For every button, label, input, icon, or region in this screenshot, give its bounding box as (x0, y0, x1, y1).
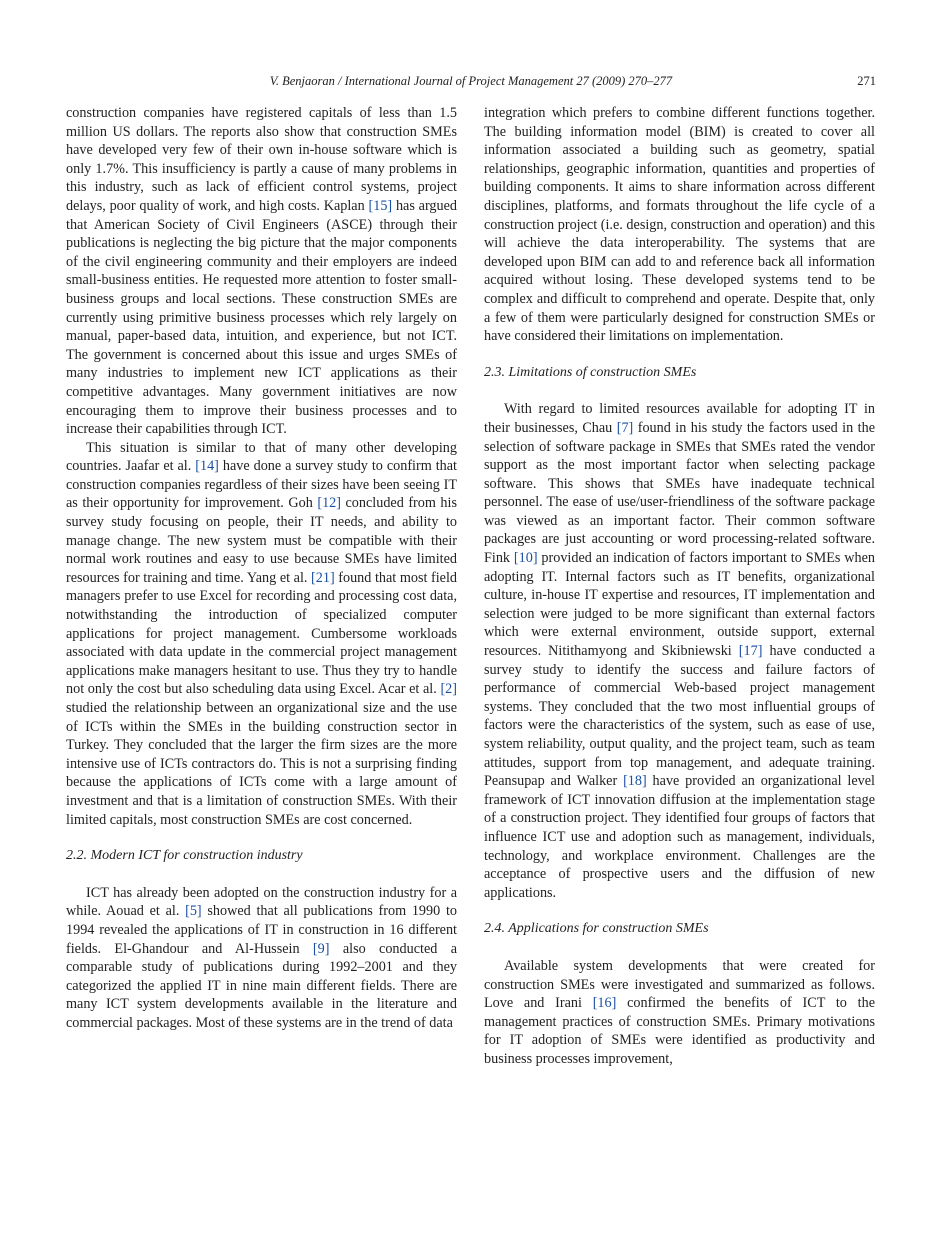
paragraph (484, 400, 875, 902)
running-header (66, 74, 876, 94)
right-column (484, 104, 875, 1069)
citation-link[interactable]: [2] (440, 681, 457, 698)
paragraph (484, 957, 875, 1069)
paragraph-text: showed that all publications from 1990 to 1994 revealed the applications of IT in construction in 16 different fields. El-Ghandour and Al-Hussein (66, 903, 457, 957)
paragraph-text: concluded from his survey study focusing on people, their IT needs, and ability to manage change. The new system must be compatible with their normal work routines and easy to use because SMEs have limited resources for training and time. Yang et al. (66, 495, 457, 586)
paragraph-text: confirmed the benefits of ICT to the management practices of construction SMEs. Primary motivations for IT adoption of SMEs were identified as productivity and business processes improvement, (484, 995, 875, 1067)
paragraph-text: also conducted a comparable study of publications during 1992–2001 and they categorized the applied IT in nine main different fields. There are many ICT system developments available in the literature and commercial packages. Most of these systems are in the trend of data (66, 940, 458, 1031)
paragraph-text: has argued that American Society of Civil Engineers (ASCE) through their publications is neglecting the big picture that the major components of the civil engineering community and their employers are indeed small-business entities. He requested more attention to foster small-business groups and local sections. These construction SMEs are currently using primitive business processes which rely largely on manual, paper-based data, intuition, and experience, but not ICT. The government is concerned about this issue and urges SMEs of many industries to implement new ICT applications as their competitive advantages. Many government initiatives are now encouraging them to improve their business processes and to increase their capabilities through ICT. (66, 197, 457, 438)
running-title: V. Benjaoran / International Journal of Project Management 27 (2009) 270–277 (269, 74, 673, 88)
paragraph-text: construction companies have registered capitals of less than 1.5 million US dollars. The reports also show that construction SMEs have developed very few of their own in-house software which is only 1.7%. This insufficiency is partly a cause of many problems in this industry, such as lack of efficient control systems, project delays, poor quality of work, and high costs. Kaplan (66, 105, 457, 214)
paragraph-text: found in his study the factors used in the selection of software package in SMEs that SMEs rated the vendor support as the most important factor when selecting package software. This shows that SMEs have inadequate technical personnel. The ease of use/user-friendliness of the software package was viewed as an important factor. Their common software packages are just accounting or word processing-related software. Fink (484, 419, 875, 567)
citation-link[interactable]: [16] (592, 995, 617, 1012)
paragraph (66, 439, 457, 829)
citation-link[interactable]: [5] (185, 903, 202, 920)
paragraph-text: have done a survey study to confirm that construction companies regardless of their sizes have been seeing IT as their opportunity for improvement. Goh (66, 458, 457, 512)
citation-link[interactable]: [17] (738, 643, 763, 660)
paragraph-text: provided an indication of factors important to SMEs when adopting IT. Internal factors such as IT benefits, organizational culture, in-house IT expertise and resources, IT implementation and selection were judged to be more significant than external factors which were external environment, outside support, external resources. Nitithamyong and Skibniewski (484, 550, 875, 660)
page-number: 271 (857, 74, 876, 88)
paragraph (66, 104, 457, 439)
citation-link[interactable]: [7] (616, 419, 634, 436)
left-column (66, 104, 457, 1033)
citation-link[interactable]: [15] (368, 197, 393, 214)
section-heading-2-2: 2.2. Modern ICT for construction industry (66, 848, 303, 864)
section-heading-2-3: 2.3. Limitations of construction SMEs (484, 364, 697, 380)
citation-link[interactable]: [14] (195, 458, 219, 475)
section-heading-2-4: 2.4. Applications for construction SMEs (484, 921, 709, 937)
paragraph-text: integration which prefers to combine different functions together. The building information model (BIM) is created to cover all information associated a building such as geometry, spatial relationships, geographic information, quantities and properties of building components. It aims to share information across different disciplines, platforms, and formats throughout the life cycle of a construction project (i.e. design, construction and operation) and this will achieve the data interoperability. The systems that are developed upon BIM can add to and reference back all information acquired without losing. These developed systems tend to be complex and difficult to comprehend and operate. Despite that, only a few of them were particularly designed for construction SMEs or have considered their limitations on implementation. (484, 105, 875, 345)
paragraph (484, 104, 875, 346)
paragraph-text: With regard to limited resources available for adopting IT in their businesses, Chau (484, 401, 875, 436)
paragraph-text: ICT has already been adopted on the construction industry for a while. Aouad et al. (66, 884, 457, 920)
citation-link[interactable]: [21] (311, 569, 335, 586)
citation-link[interactable]: [18] (623, 773, 647, 790)
citation-link[interactable]: [10] (513, 550, 538, 567)
paragraph-text: This situation is similar to that of many other developing countries. Jaafar et al. (66, 439, 457, 475)
paragraph (66, 884, 457, 1033)
paragraph-text: Available system developments that were created for construction SMEs were investigated and summarized as follows. Love and Irani (484, 957, 875, 1012)
citation-link[interactable]: [12] (317, 495, 341, 512)
paragraph-text: studied the relationship between an organizational size and the use of ICTs within the SMEs in the building construction sector in Turkey. They concluded that the larger the firm sizes are the more intensive use of ICTs contractors do. This is not a surprising finding because the applications of ICTs come with a large amount of investment and that is a limitation of construction SMEs. With their limited capitals, most construction SMEs are cost concerned. (66, 700, 457, 828)
citation-link[interactable]: [9] (312, 940, 330, 957)
paragraph-text: have conducted a survey study to identify the success and failure factors of performance of commercial Web-based project management systems. They concluded that the two most influential groups of factors were the characteristics of the system, such as ease of use, system reliability, output quality, and the project team, such as team attitudes, support from top management, and adequate training. Peansupap and Walker (484, 643, 875, 790)
paragraph-text: found that most field managers prefer to use Excel for recording and processing cost data, notwithstanding the introduction of specialized computer applications for project management. Cumbersome workloads associated with data update in the commercial project management applications make managers hesitant to use. Thus they try to handle not only the cost but also scheduling data using Excel. Acar et al. (66, 569, 458, 698)
paragraph-text: have provided an organizational level framework of ICT innovation diffusion at the implementation stage of a construction project. They identified four groups of factors that influence ICT use and adoption such as management, individuals, technology, and workplace environment. Challenges are the acceptance of prospective users and the diffusion of new applications. (484, 773, 875, 901)
